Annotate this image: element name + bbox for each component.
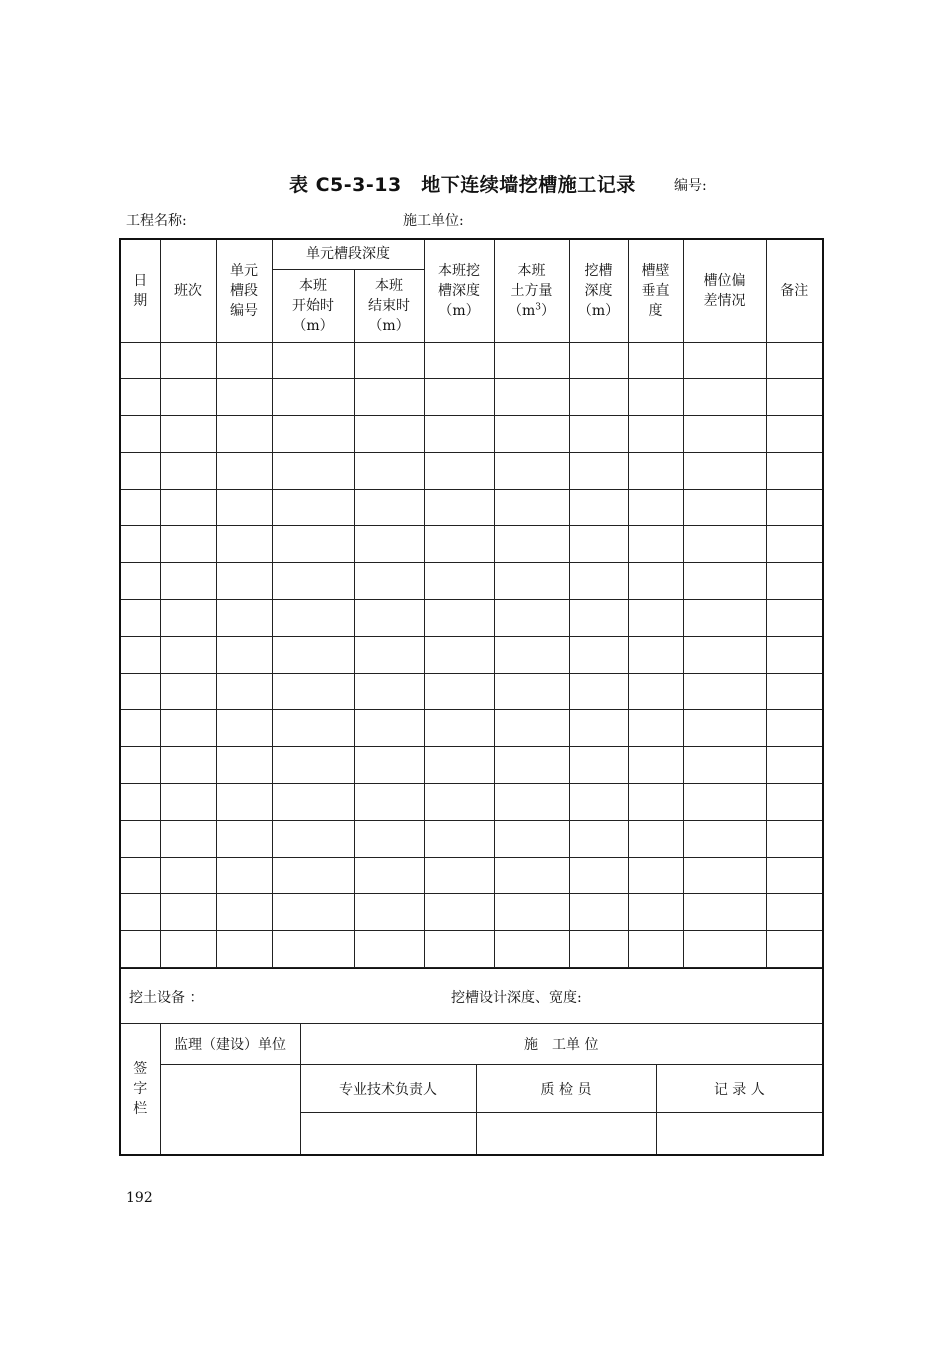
cell-trench-depth[interactable] [569,747,628,784]
cell-verticality[interactable] [628,673,683,710]
col-header-start: 本班 开始时 （m） [272,269,354,342]
cell-end[interactable] [354,894,424,931]
cell-volume[interactable] [494,894,569,931]
cell-remarks[interactable] [766,452,823,489]
col-header-volume: 本班 土方量 $(m^3)$ [494,239,569,342]
cell-remarks[interactable] [766,379,823,416]
cell-volume[interactable] [494,747,569,784]
cell-volume[interactable] [494,416,569,453]
cell-shift-depth[interactable] [424,784,494,821]
cell-volume[interactable] [494,636,569,673]
cell-shift[interactable] [160,747,216,784]
col-header-date: 日期 [120,239,160,342]
cell-date[interactable] [120,342,160,379]
cell-end[interactable] [354,931,424,968]
cell-shift[interactable] [160,342,216,379]
cell-shift-depth[interactable] [424,526,494,563]
signature-row-1 [120,1024,823,1065]
recorder-label: 记 录 人 [656,1065,823,1113]
cell-remarks[interactable] [766,600,823,637]
cell-deviation[interactable] [683,747,766,784]
cell-unit-no[interactable] [216,563,272,600]
cell-deviation[interactable] [683,563,766,600]
cell-date[interactable] [120,636,160,673]
cell-end[interactable] [354,452,424,489]
header-row-1 [120,239,823,269]
project-name-label: 工程名称: [126,213,187,229]
cell-shift-depth[interactable] [424,747,494,784]
excavation-record-table [119,238,824,969]
tech-lead-signature-cell[interactable] [300,1113,476,1155]
cell-shift-depth[interactable] [424,563,494,600]
cell-verticality[interactable] [628,636,683,673]
cell-trench-depth[interactable] [569,452,628,489]
cell-unit-no[interactable] [216,636,272,673]
cell-verticality[interactable] [628,820,683,857]
cell-start[interactable] [272,710,354,747]
col-header-deviation: 槽位偏 差情况 [683,239,766,342]
cell-trench-depth[interactable] [569,710,628,747]
cell-volume[interactable] [494,342,569,379]
cell-trench-depth[interactable] [569,379,628,416]
signature-table [119,967,824,1156]
cell-deviation[interactable] [683,857,766,894]
equipment-cell [120,968,823,1024]
cell-end[interactable] [354,784,424,821]
cell-deviation[interactable] [683,342,766,379]
table-row [120,563,823,600]
cell-date[interactable] [120,894,160,931]
table-row [120,636,823,673]
cell-date[interactable] [120,673,160,710]
cell-shift[interactable] [160,489,216,526]
cell-remarks[interactable] [766,342,823,379]
cell-start[interactable] [272,452,354,489]
cell-shift[interactable] [160,600,216,637]
cell-shift-depth[interactable] [424,857,494,894]
cell-start[interactable] [272,489,354,526]
table-row [120,857,823,894]
cell-deviation[interactable] [683,636,766,673]
cell-trench-depth[interactable] [569,600,628,637]
cell-trench-depth[interactable] [569,489,628,526]
cell-shift-depth[interactable] [424,379,494,416]
cell-end[interactable] [354,636,424,673]
cell-verticality[interactable] [628,784,683,821]
cell-deviation[interactable] [683,673,766,710]
cell-verticality[interactable] [628,894,683,931]
cell-remarks[interactable] [766,673,823,710]
col-header-depth-group: 单元槽段深度 [272,239,424,269]
table-row [120,600,823,637]
form-code-label: 编号: [674,178,707,194]
cell-end[interactable] [354,747,424,784]
cell-shift[interactable] [160,931,216,968]
contractor-label: 施工单位: [403,213,464,229]
cell-deviation[interactable] [683,600,766,637]
cell-volume[interactable] [494,452,569,489]
cell-date[interactable] [120,563,160,600]
table-row [120,784,823,821]
inspector-signature-cell[interactable] [476,1113,656,1155]
cell-deviation[interactable] [683,526,766,563]
cell-shift-depth[interactable] [424,342,494,379]
cell-unit-no[interactable] [216,489,272,526]
cell-trench-depth[interactable] [569,673,628,710]
cell-start[interactable] [272,379,354,416]
signature-section-label: 签字栏 [120,1024,160,1155]
cell-trench-depth[interactable] [569,563,628,600]
cell-trench-depth[interactable] [569,416,628,453]
contractor-unit-label: 施 工单 位 [300,1024,823,1065]
cell-deviation[interactable] [683,452,766,489]
cell-volume[interactable] [494,600,569,637]
cell-shift[interactable] [160,894,216,931]
cell-trench-depth[interactable] [569,820,628,857]
cell-date[interactable] [120,710,160,747]
cell-date[interactable] [120,600,160,637]
cell-start[interactable] [272,931,354,968]
cell-remarks[interactable] [766,784,823,821]
table-row [120,894,823,931]
col-header-unit-no: 单元 槽段 编号 [216,239,272,342]
table-row [120,452,823,489]
cell-end[interactable] [354,857,424,894]
cell-end[interactable] [354,526,424,563]
cell-remarks[interactable] [766,416,823,453]
cell-shift-depth[interactable] [424,489,494,526]
cell-end[interactable] [354,342,424,379]
cell-unit-no[interactable] [216,820,272,857]
table-row [120,489,823,526]
cell-trench-depth[interactable] [569,636,628,673]
cell-volume[interactable] [494,820,569,857]
cell-trench-depth[interactable] [569,857,628,894]
cell-unit-no[interactable] [216,673,272,710]
cell-end[interactable] [354,710,424,747]
cell-unit-no[interactable] [216,342,272,379]
cell-shift-depth[interactable] [424,416,494,453]
cell-unit-no[interactable] [216,710,272,747]
cell-start[interactable] [272,563,354,600]
cell-verticality[interactable] [628,931,683,968]
cell-remarks[interactable] [766,710,823,747]
cell-trench-depth[interactable] [569,894,628,931]
cell-trench-depth[interactable] [569,931,628,968]
cell-remarks[interactable] [766,820,823,857]
cell-end[interactable] [354,379,424,416]
cell-verticality[interactable] [628,857,683,894]
cell-volume[interactable] [494,857,569,894]
cell-start[interactable] [272,600,354,637]
cell-start[interactable] [272,342,354,379]
cell-volume[interactable] [494,379,569,416]
cell-start[interactable] [272,636,354,673]
cell-deviation[interactable] [683,379,766,416]
cell-verticality[interactable] [628,526,683,563]
cell-date[interactable] [120,931,160,968]
cell-unit-no[interactable] [216,747,272,784]
cell-remarks[interactable] [766,931,823,968]
cell-remarks[interactable] [766,563,823,600]
cell-trench-depth[interactable] [569,342,628,379]
cell-shift[interactable] [160,563,216,600]
cell-volume[interactable] [494,526,569,563]
cell-start[interactable] [272,526,354,563]
col-header-shift: 班次 [160,239,216,342]
cell-deviation[interactable] [683,820,766,857]
cell-volume[interactable] [494,931,569,968]
cell-deviation[interactable] [683,710,766,747]
cell-end[interactable] [354,563,424,600]
cell-deviation[interactable] [683,894,766,931]
table-row [120,820,823,857]
col-header-trench-depth: 挖槽 深度 （m） [569,239,628,342]
cell-verticality[interactable] [628,600,683,637]
table-row [120,673,823,710]
cell-shift-depth[interactable] [424,820,494,857]
cell-verticality[interactable] [628,710,683,747]
table-row [120,416,823,453]
cell-shift[interactable] [160,416,216,453]
cell-remarks[interactable] [766,636,823,673]
cell-unit-no[interactable] [216,416,272,453]
cell-date[interactable] [120,416,160,453]
table-row [120,342,823,379]
cell-start[interactable] [272,784,354,821]
cell-end[interactable] [354,600,424,637]
cell-start[interactable] [272,416,354,453]
cell-remarks[interactable] [766,894,823,931]
cell-shift-depth[interactable] [424,710,494,747]
table-row [120,931,823,968]
cell-date[interactable] [120,526,160,563]
cell-volume[interactable] [494,784,569,821]
cell-deviation[interactable] [683,489,766,526]
col-header-end: 本班 结束时 （m） [354,269,424,342]
cell-shift[interactable] [160,452,216,489]
cell-date[interactable] [120,747,160,784]
cell-deviation[interactable] [683,416,766,453]
title-row [0,170,950,200]
table-row [120,747,823,784]
table-row [120,379,823,416]
cell-start[interactable] [272,673,354,710]
cell-date[interactable] [120,452,160,489]
cell-shift-depth[interactable] [424,931,494,968]
cell-start[interactable] [272,747,354,784]
cell-end[interactable] [354,820,424,857]
col-header-remarks: 备注 [766,239,823,342]
cell-verticality[interactable] [628,452,683,489]
inspector-label: 质 检 员 [476,1065,656,1113]
signature-row-2 [120,1065,823,1113]
cell-verticality[interactable] [628,342,683,379]
supervisor-unit-label: 监理（建设）单位 [160,1024,300,1065]
col-header-shift-depth: 本班挖 槽深度 （m） [424,239,494,342]
cell-shift[interactable] [160,379,216,416]
cell-shift[interactable] [160,820,216,857]
cell-date[interactable] [120,489,160,526]
cell-date[interactable] [120,379,160,416]
table-row [120,526,823,563]
cell-unit-no[interactable] [216,379,272,416]
cell-trench-depth[interactable] [569,526,628,563]
cell-trench-depth[interactable] [569,784,628,821]
cell-date[interactable] [120,857,160,894]
cell-start[interactable] [272,857,354,894]
cell-start[interactable] [272,820,354,857]
cell-shift[interactable] [160,857,216,894]
cell-deviation[interactable] [683,784,766,821]
cell-remarks[interactable] [766,747,823,784]
cell-shift-depth[interactable] [424,636,494,673]
cell-volume[interactable] [494,710,569,747]
cell-unit-no[interactable] [216,526,272,563]
cell-verticality[interactable] [628,416,683,453]
cell-shift[interactable] [160,673,216,710]
design-depth-width-label: 挖槽设计深度、宽度: [451,990,582,1006]
col-header-verticality: 槽壁 垂直 度 [628,239,683,342]
recorder-signature-cell[interactable] [656,1113,823,1155]
cell-verticality[interactable] [628,747,683,784]
cell-verticality[interactable] [628,379,683,416]
cell-volume[interactable] [494,673,569,710]
supervisor-signature-cell[interactable] [160,1065,300,1155]
cell-unit-no[interactable] [216,600,272,637]
equipment-row [120,968,823,1024]
cell-unit-no[interactable] [216,452,272,489]
cell-unit-no[interactable] [216,931,272,968]
cell-volume[interactable] [494,489,569,526]
cell-unit-no[interactable] [216,894,272,931]
cell-volume[interactable] [494,563,569,600]
cell-shift-depth[interactable] [424,673,494,710]
cell-end[interactable] [354,416,424,453]
cell-shift[interactable] [160,636,216,673]
cell-start[interactable] [272,894,354,931]
cell-remarks[interactable] [766,489,823,526]
cell-remarks[interactable] [766,526,823,563]
cell-unit-no[interactable] [216,857,272,894]
cell-shift-depth[interactable] [424,894,494,931]
equipment-label: 挖土设备 ： [129,990,204,1006]
table-row [120,710,823,747]
cell-unit-no[interactable] [216,784,272,821]
cell-end[interactable] [354,673,424,710]
cell-remarks[interactable] [766,857,823,894]
cell-shift[interactable] [160,710,216,747]
cell-shift[interactable] [160,526,216,563]
cell-shift-depth[interactable] [424,452,494,489]
tech-lead-label: 专业技术负责人 [300,1065,476,1113]
cell-deviation[interactable] [683,931,766,968]
cell-date[interactable] [120,820,160,857]
cell-end[interactable] [354,489,424,526]
cell-shift[interactable] [160,784,216,821]
cell-verticality[interactable] [628,563,683,600]
cell-date[interactable] [120,784,160,821]
cell-shift-depth[interactable] [424,600,494,637]
form-title: 表 C5-3-13 地下连续墙挖槽施工记录 [289,174,636,196]
page-number: 192 [126,1190,153,1206]
cell-verticality[interactable] [628,489,683,526]
